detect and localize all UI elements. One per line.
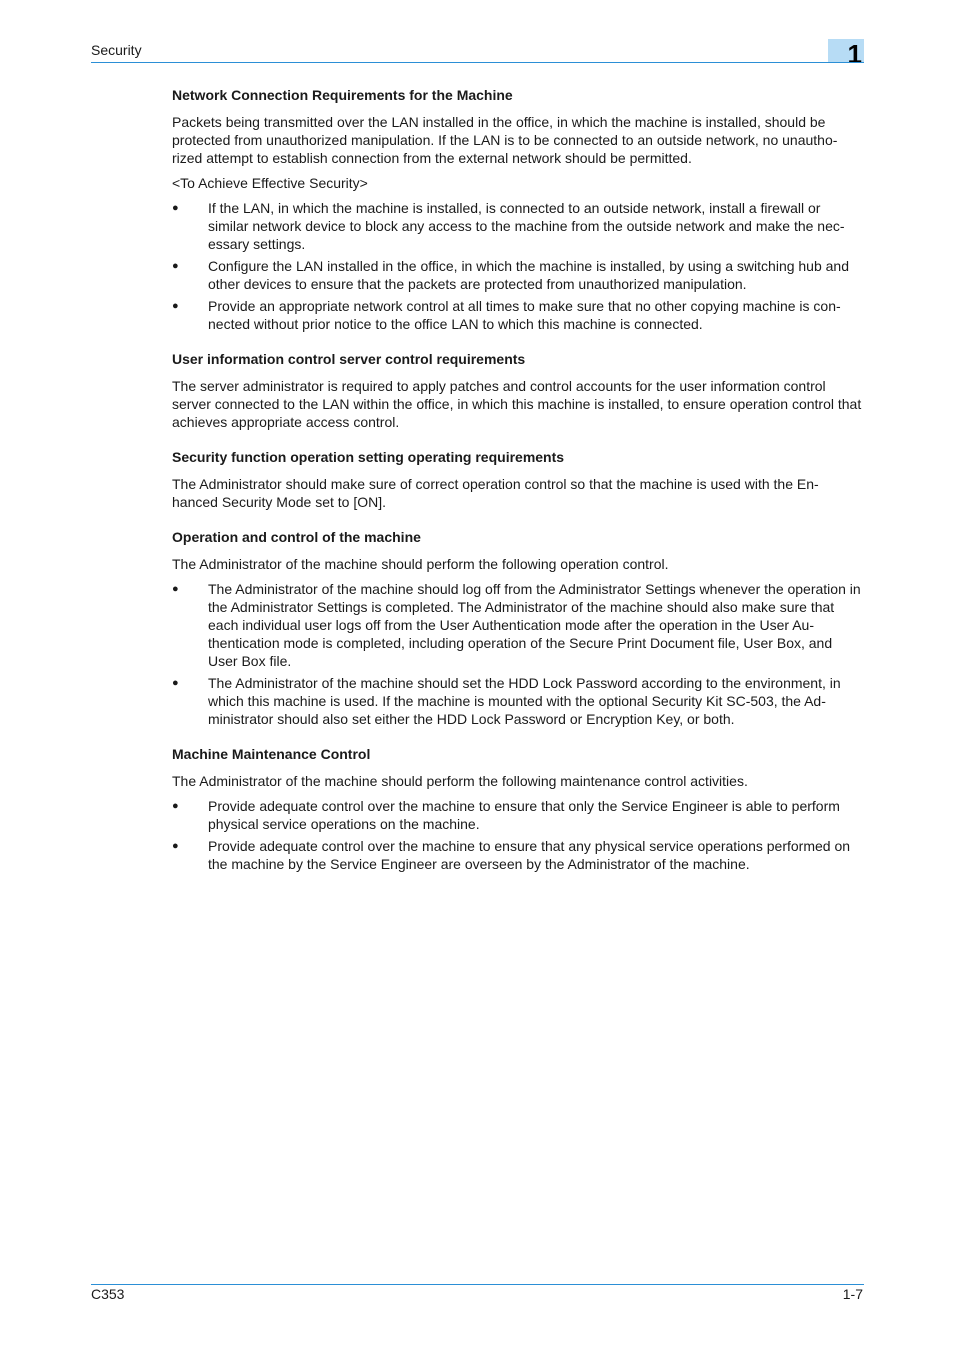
bullet-icon: ● (172, 583, 179, 595)
section (172, 745, 864, 873)
list-item (172, 199, 864, 253)
header-divider (91, 62, 864, 63)
chapter-number: 1 (847, 39, 862, 69)
section-heading: User information control server control requirements (172, 351, 526, 367)
section-heading: Operation and control of the machine (172, 529, 421, 545)
paragraph: The Administrator should make sure of correct operation control so that the machine is used with the En-hanced Security Mode set to [ON]. (172, 476, 819, 510)
list-item (172, 257, 864, 293)
footer-divider (91, 1284, 864, 1285)
paragraph: The Administrator of the machine should perform the following maintenance control activities. (172, 773, 748, 789)
chapter-tab (828, 39, 864, 69)
section (172, 350, 864, 431)
list-item-text: Provide adequate control over the machine to ensure that any physical service operations performed on the machine by the Service Engineer are overseen by the Administrator of the machine. (208, 838, 851, 872)
bullet-icon: ● (172, 840, 179, 852)
bullet-list (172, 199, 864, 333)
paragraph: The Administrator of the machine should perform the following operation control. (172, 556, 669, 572)
list-item (172, 837, 864, 873)
list-item-text: Provide an appropriate network control at all times to make sure that no other copying machine is con-nected without prior notice to the office LAN to which this machine is connected. (208, 298, 841, 332)
bullet-icon: ● (172, 800, 179, 812)
footer-page-number: 1-7 (842, 1286, 863, 1302)
running-header-title: Security (91, 42, 142, 58)
page-body (172, 86, 864, 890)
bullet-icon: ● (172, 202, 179, 214)
bullet-list (172, 797, 864, 873)
paragraph: <To Achieve Effective Security> (172, 175, 368, 191)
section-heading: Network Connection Requirements for the Machine (172, 87, 513, 103)
list-item (172, 674, 864, 728)
list-item-text: If the LAN, in which the machine is installed, is connected to an outside network, install a firewall or similar network device to block any access to the machine from the outside network and make the nec-essary settings. (208, 200, 845, 252)
paragraph: The server administrator is required to apply patches and control accounts for the user information control server connected to the LAN within the office, in which this machine is installed, to ensure operation control that achieves appropriate access control. (172, 378, 862, 430)
bullet-list (172, 580, 864, 728)
list-item-text: The Administrator of the machine should log off from the Administrator Settings whenever the operation in the Administrator Settings is completed. The Administrator of the machine should also make sure that each individual user logs off from the User Authentication mode after the operation in the User Au-thentication mode is completed, including operation of the Secure Print Document file, User Box, and User Box file. (208, 581, 861, 669)
section (172, 86, 864, 333)
list-item (172, 297, 864, 333)
list-item-text: Configure the LAN installed in the office, in which the machine is installed, by using a switching hub and other devices to ensure that the packets are protected from unauthorized manipulation. (208, 258, 850, 292)
list-item-text: The Administrator of the machine should set the HDD Lock Password according to the environment, in which this machine is used. If the machine is mounted with the optional Security Kit SC-503, the Ad-ministrator should also set either the HDD Lock Password or Encryption Key, or both. (208, 675, 841, 727)
section-heading: Security function operation setting operating requirements (172, 449, 565, 465)
list-item (172, 797, 864, 833)
section (172, 528, 864, 728)
paragraph: Packets being transmitted over the LAN installed in the office, in which the machine is installed, should be protected from unauthorized manipulation. If the LAN is to be connected to an outside network, no unautho-rized attempt to establish connection from the external network should be permitted. (172, 114, 838, 166)
list-item (172, 580, 864, 670)
section (172, 448, 864, 511)
bullet-icon: ● (172, 300, 179, 312)
list-item-text: Provide adequate control over the machine to ensure that only the Service Engineer is able to perform physical service operations on the machine. (208, 798, 840, 832)
footer-model: C353 (91, 1286, 125, 1302)
section-heading: Machine Maintenance Control (172, 746, 371, 762)
bullet-icon: ● (172, 260, 179, 272)
bullet-icon: ● (172, 677, 179, 689)
